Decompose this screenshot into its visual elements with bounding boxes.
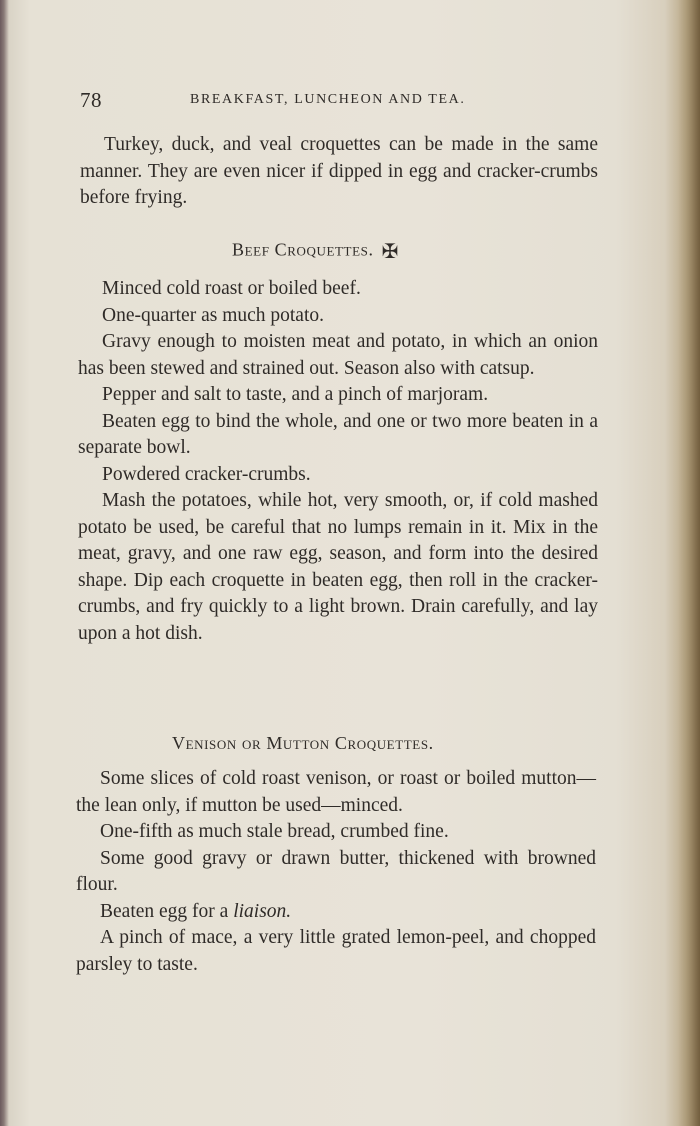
beef-heading-text: Beef Croquettes.: [232, 239, 374, 260]
venison-mutton-croquettes-heading: [172, 733, 434, 754]
intro-paragraph: Turkey, duck, and veal croquettes can be made in the same manner. They are even nicer if dipped in egg and cracker-crumbs before frying.: [80, 134, 598, 208]
venison-ingredient-line: Some good gravy or drawn butter, thickened with browned flour.: [76, 847, 596, 895]
beef-ingredient-line: Pepper and salt to taste, and a pinch of marjoram.: [102, 384, 489, 405]
beef-recipe-body: [78, 276, 598, 647]
page-edge-shadow: [678, 0, 700, 1126]
venison-heading-text: Venison or Mutton Croquettes.: [172, 733, 434, 753]
venison-ingredient-line: One-fifth as much stale bread, crumbed fine.: [100, 821, 449, 842]
beef-ingredient-line: Minced cold roast or boiled beef.: [102, 278, 361, 299]
beef-ingredient-line: Gravy enough to moisten meat and potato, in which an onion has been stewed and strained out. Season also with catsup.: [78, 331, 598, 379]
running-head: BREAKFAST, LUNCHEON AND TEA.: [190, 92, 466, 107]
page-header: [80, 88, 600, 118]
cross-ornament-icon: ✠: [381, 241, 399, 263]
beef-instructions: Mash the potatoes, while hot, very smooth, or, if cold mashed potato be used, be careful that no lumps remain in it. Mix in the meat, gravy, and one raw egg, season, and form into the desired shape. Dip each croquette in beaten egg, then roll in the cracker-crumbs, and fry quickly to a light brown. Drain carefully, and lay upon a hot dish.: [78, 490, 598, 644]
intro-paragraph-block: [80, 132, 598, 212]
venison-liaison-line: [76, 899, 596, 926]
venison-ingredient-line: Some slices of cold roast venison, or roast or boiled mutton—the lean only, if mutton be used—minced.: [76, 768, 596, 816]
liaison-prefix: Beaten egg for a: [100, 900, 234, 922]
page-number: 78: [80, 88, 102, 112]
venison-ingredient-line: A pinch of mace, a very little grated lemon-peel, and chopped parsley to taste.: [76, 927, 596, 975]
venison-recipe-body: [76, 766, 596, 978]
liaison-word: liaison.: [233, 900, 292, 922]
beef-ingredient-line: Beaten egg to bind the whole, and one or two more beaten in a separate bowl.: [78, 410, 598, 458]
beef-croquettes-heading: [232, 239, 399, 264]
beef-ingredient-line: One-quarter as much potato.: [102, 304, 325, 326]
beef-ingredient-line: Powdered cracker-crumbs.: [102, 463, 311, 485]
